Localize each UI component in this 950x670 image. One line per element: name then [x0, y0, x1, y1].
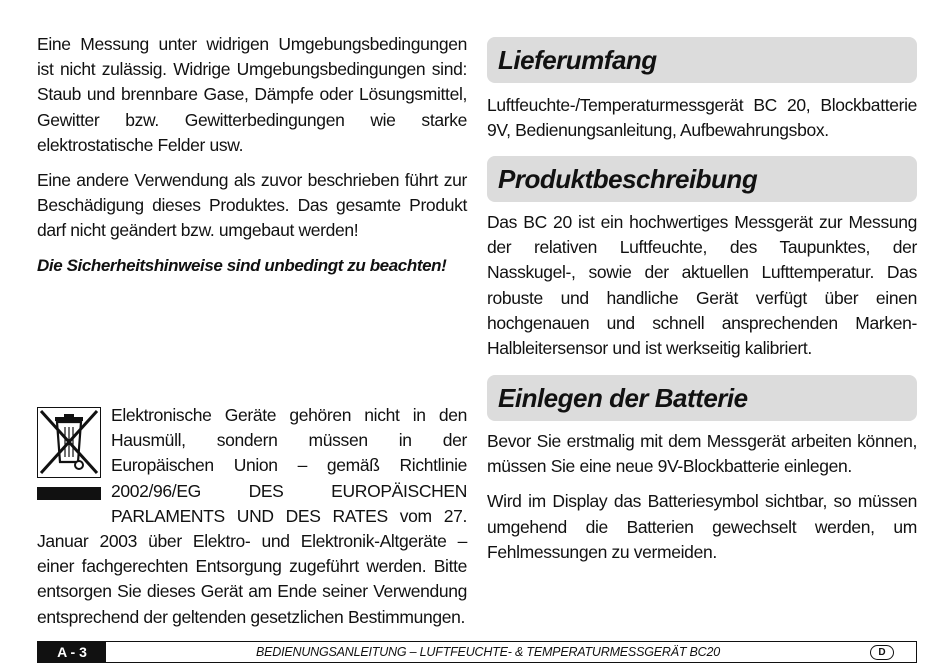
product-description-text: Das BC 20 ist ein hochwertiges Messgerät zur Messung der relativen Luftfeuchte, des Taupunktes, der Nasskugel-, sowie der aktuellen Lufttemperatur. Das robuste und handliche Gerät verfügt über einen hochgenauen und schnell ansprechenden Marken-Halbleitersensor und ist werkseitig kalibriert. [487, 212, 917, 359]
left-column [37, 32, 467, 278]
battery-insert-text: Bevor Sie erstmalig mit dem Messgerät arbeiten können, müssen Sie eine neue 9V-Blockbatterie einlegen. [487, 431, 917, 477]
battery-change-text: Wird im Display das Batteriesymbol sichtbar, so müssen umgehend die Batterien gewechselt werden, um Fehlmessungen zu vermeiden. [487, 491, 917, 562]
crossed-out-wheelie-bin-icon [37, 407, 101, 502]
weee-disposal-block [37, 403, 467, 630]
hazard-paragraph: Eine Messung unter widrigen Umgebungsbedingungen ist nicht zulässig. Widrige Umgebungsbedingungen sind: Staub und brennbare Gase, Dämpfe oder Lösungsmittel, Gewitter bzw. Gewitterbedingungen wie starke elektrostatische Felder usw. [37, 34, 467, 155]
section-heading-lieferumfang: Lieferumfang [487, 37, 917, 83]
page-number: A - 3 [38, 642, 106, 662]
footer-title: BEDIENUNGSANLEITUNG – LUFTFEUCHTE- & TEMPERATURMESSGERÄT BC20 [255, 645, 721, 659]
weee-paragraph: Elektronische Geräte gehören nicht in den Hausmüll, sondern müssen in der Europäischen Union – gemäß Richtlinie 2002/96/EG DES EUROPÄISCHEN PARLAMENTS UND DES RATES vom 27. Januar 2003 über Elektro- und Elektronik-Altgeräte – einer fachgerechten Entsorgung zugeführt werden. Bitte entsorgen Sie dieses Gerät am Ende seiner Verwendung entsprechend der geltenden gesetzlichen Bestimmungen. [37, 405, 467, 627]
page-footer [37, 641, 917, 663]
language-badge: D [870, 645, 894, 660]
misuse-paragraph: Eine andere Verwendung als zuvor beschrieben führt zur Beschädigung dieses Produktes. Das gesamte Produkt darf nicht geändert bzw. umgebaut werden! [37, 170, 467, 241]
delivery-scope-text: Luftfeuchte-/Temperaturmessgerät BC 20, Blockbatterie 9V, Bedienungsanleitung, Aufbewahrungsbox. [487, 95, 917, 141]
battery-section [487, 429, 917, 565]
section-heading-produktbeschreibung: Produktbeschreibung [487, 156, 917, 202]
section-heading-batterie: Einlegen der Batterie [487, 375, 917, 421]
safety-warning: Die Sicherheitshinweise sind unbedingt zu beachten! [37, 255, 447, 275]
